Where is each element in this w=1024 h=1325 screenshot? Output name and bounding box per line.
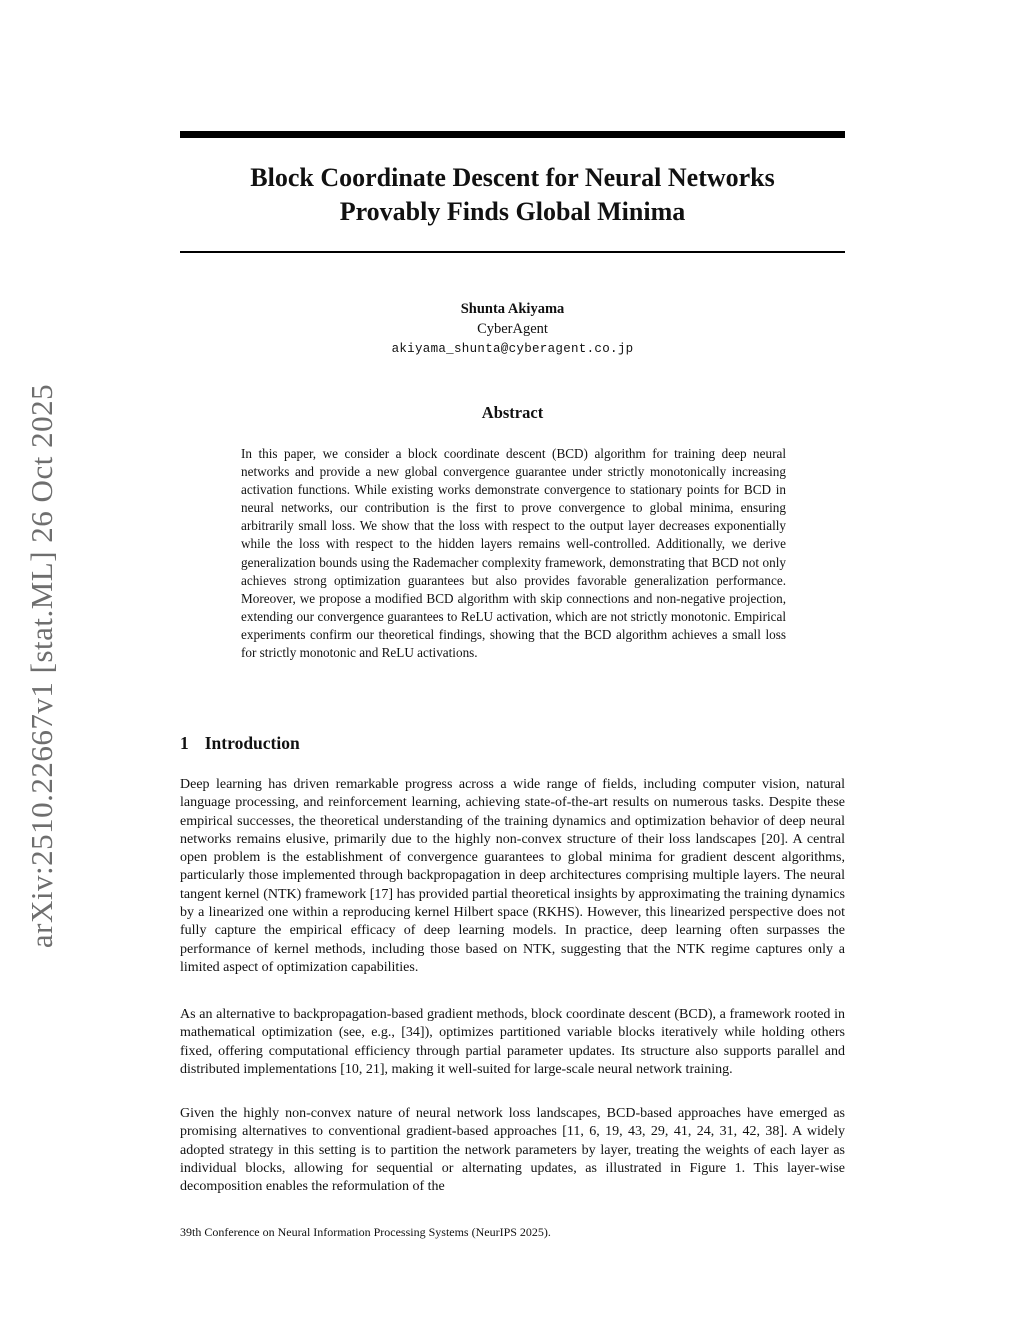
section-title: Introduction bbox=[204, 733, 300, 753]
paper-title-line2: Provably Finds Global Minima bbox=[339, 197, 686, 226]
abstract-text: In this paper, we consider a block coordinate descent (BCD) algorithm for training deep neural networks and provide a new global convergence guarantee under strictly monotonically increasing activation functions. While existing works demonstrate convergence to stationary points for BCD in neural networks, our contribution is the first to prove convergence to global minima, ensuring arbitrarily small loss. We show that the loss with respect to the output layer decreases exponentially while the loss with respect to the hidden layers remains well-controlled. Additionally, we derive generalization bounds using the Rademacher complexity framework, demonstrating that BCD not only achieves strong optimization guarantees but also provides favorable generalization performance. Moreover, we propose a modified BCD algorithm with skip connections and non-negative projection, extending our convergence guarantees to ReLU activation, which are not strictly monotonic. Empirical experiments confirm our theoretical findings, showing that the BCD algorithm achieves a small loss for strictly monotonic and ReLU activations. bbox=[241, 446, 786, 661]
title-rule-bottom bbox=[180, 251, 845, 253]
introduction-paragraph-3: Given the highly non-convex nature of neural network loss landscapes, BCD-based approaches have emerged as promising alternatives to conventional gradient-based approaches [11, 6, 19, 43, 29, 41, 24, 31, 42, 38]. A widely adopted strategy in this setting is to partition the network parameters by layer, treating the weights of each layer as individual blocks, allowing for sequential or alternating updates, as illustrated in Figure 1. This layer-wise decomposition enables the reformulation of the bbox=[180, 1106, 845, 1195]
paper-title-line1: Block Coordinate Descent for Neural Networks bbox=[250, 163, 775, 192]
author-block bbox=[180, 299, 845, 359]
section-number: 1 bbox=[180, 733, 189, 753]
author-name: Shunta Akiyama bbox=[460, 301, 565, 317]
paper-title bbox=[180, 161, 845, 229]
introduction-paragraph-1: Deep learning has driven remarkable progress across a wide range of fields, including computer vision, natural language processing, and reinforcement learning, achieving state-of-the-art results on numerous tasks. Despite these empirical successes, the theoretical understanding of the training dynamics and optimization behavior of deep neural networks remains elusive, primarily due to the highly non-convex structure of their loss landscapes [20]. A central open problem is the establishment of convergence guarantees to global minima for gradient descent algorithms, particularly those implemented through backpropagation in deep architectures comprising multiple layers. The neural tangent kernel (NTK) framework [17] has provided partial theoretical insights by approximating the training dynamics by a linearized one within a reproducing kernel Hilbert space (RKHS). However, this linearized perspective does not fully capture the empirical efficacy of deep learning models. In practice, deep learning often surpasses the performance of kernel methods, including those based on NTK, suggesting that the NTK regime captures only a limited aspect of optimization capabilities. bbox=[180, 777, 845, 975]
title-rule-top bbox=[180, 131, 845, 138]
section-heading-introduction bbox=[180, 733, 845, 754]
abstract-heading: Abstract bbox=[481, 403, 544, 422]
arxiv-watermark: arXiv:2510.22667v1 [stat.ML] 26 Oct 2025 bbox=[24, 383, 59, 949]
conference-footnote: 39th Conference on Neural Information Processing Systems (NeurIPS 2025). bbox=[180, 1225, 551, 1239]
author-email: akiyama_shunta@cyberagent.co.jp bbox=[391, 342, 634, 356]
author-affiliation: CyberAgent bbox=[477, 321, 548, 337]
introduction-paragraph-2: As an alternative to backpropagation-based gradient methods, block coordinate descent (BCD), a framework rooted in mathematical optimization (see, e.g., [34]), optimizes partitioned variable blocks iteratively while holding others fixed, offering computational efficiency through partial parameter updates. Its structure also supports parallel and distributed implementations [10, 21], making it well-suited for large-scale neural network training. bbox=[180, 1007, 845, 1077]
